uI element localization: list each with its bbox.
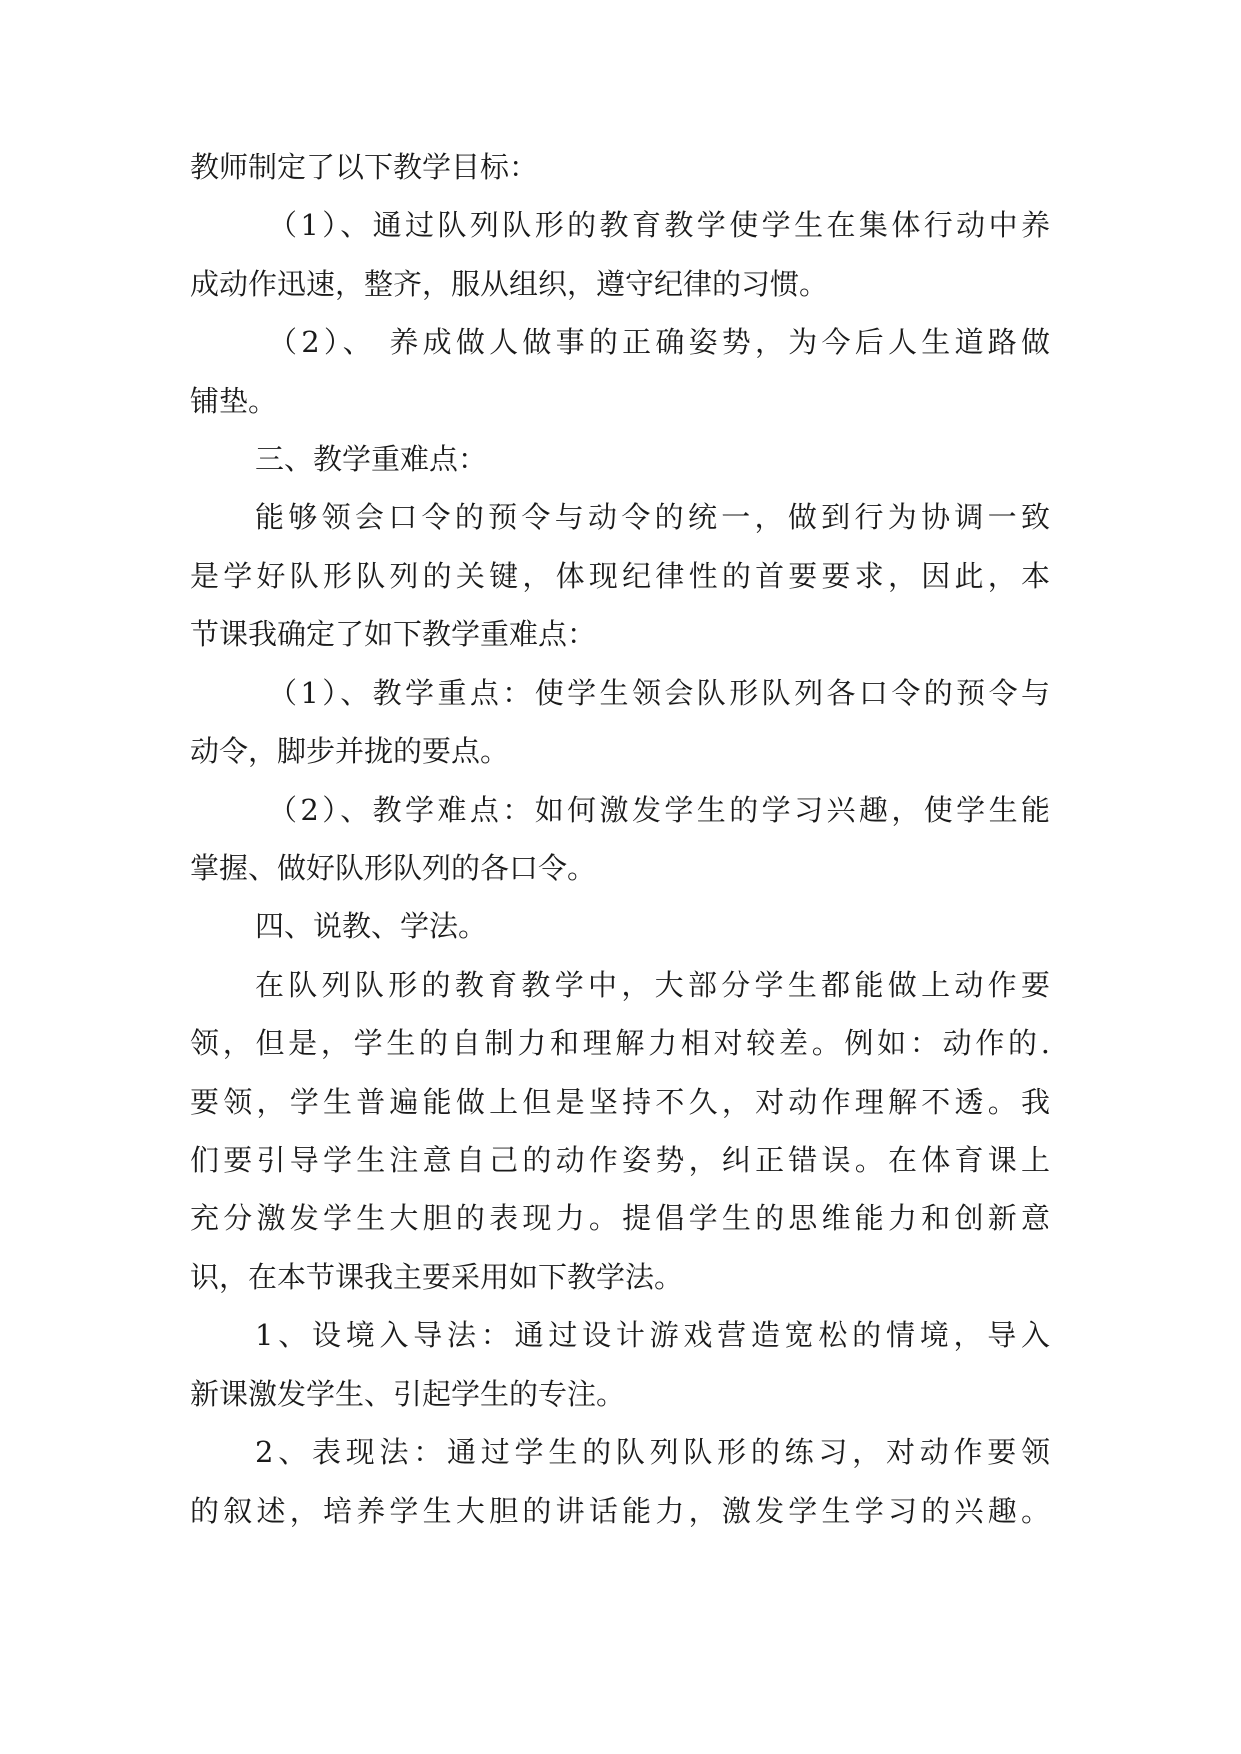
text-line: 们要引导学生注意自己的动作姿势，纠正错误。在体育课上	[190, 1143, 1050, 1177]
text-line: （2）、 养成做人做事的正确姿势，为今后人生道路做	[268, 325, 1050, 359]
text-line: 在队列队形的教育教学中，大部分学生都能做上动作要	[255, 968, 1050, 1002]
text-line: 成动作迅速，整齐，服从组织，遵守纪律的习惯。	[190, 267, 829, 301]
text-line: 领，但是，学生的自制力和理解力相对较差。例如：动作的.	[190, 1026, 1050, 1060]
text-line: 要领，学生普遍能做上但是坚持不久，对动作理解不透。我	[190, 1085, 1050, 1119]
text-line: （1）、教学重点：使学生领会队形队列各口令的预令与	[268, 676, 1050, 710]
text-line: 铺垫。	[190, 384, 278, 418]
text-line: 掌握、做好队形队列的各口令。	[190, 851, 597, 885]
text-line: 识，在本节课我主要采用如下教学法。	[190, 1260, 684, 1294]
text-line: 1、设境入导法：通过设计游戏营造宽松的情境，导入	[255, 1318, 1050, 1352]
text-line: 的叙述，培养学生大胆的讲话能力，激发学生学习的兴趣。	[190, 1494, 1050, 1528]
text-line: 能够领会口令的预令与动令的统一，做到行为协调一致	[255, 500, 1050, 534]
text-line: 节课我确定了如下教学重难点：	[190, 617, 597, 651]
text-line: 充分激发学生大胆的表现力。提倡学生的思维能力和创新意	[190, 1201, 1050, 1235]
text-line: 新课激发学生、引起学生的专注。	[190, 1377, 626, 1411]
section-heading: 四、说教、学法。	[255, 909, 488, 943]
text-line: 是学好队形队列的关键，体现纪律性的首要要求，因此，本	[190, 559, 1050, 593]
text-line: 动令，脚步并拢的要点。	[190, 734, 510, 768]
section-heading: 三、教学重难点：	[255, 442, 488, 476]
text-line: （2）、教学难点：如何激发学生的学习兴趣，使学生能	[268, 793, 1050, 827]
text-line: 教师制定了以下教学目标：	[190, 150, 539, 184]
text-line: （1）、通过队列队形的教育教学使学生在集体行动中养	[268, 208, 1050, 242]
text-line: 2、表现法：通过学生的队列队形的练习，对动作要领	[255, 1435, 1050, 1469]
